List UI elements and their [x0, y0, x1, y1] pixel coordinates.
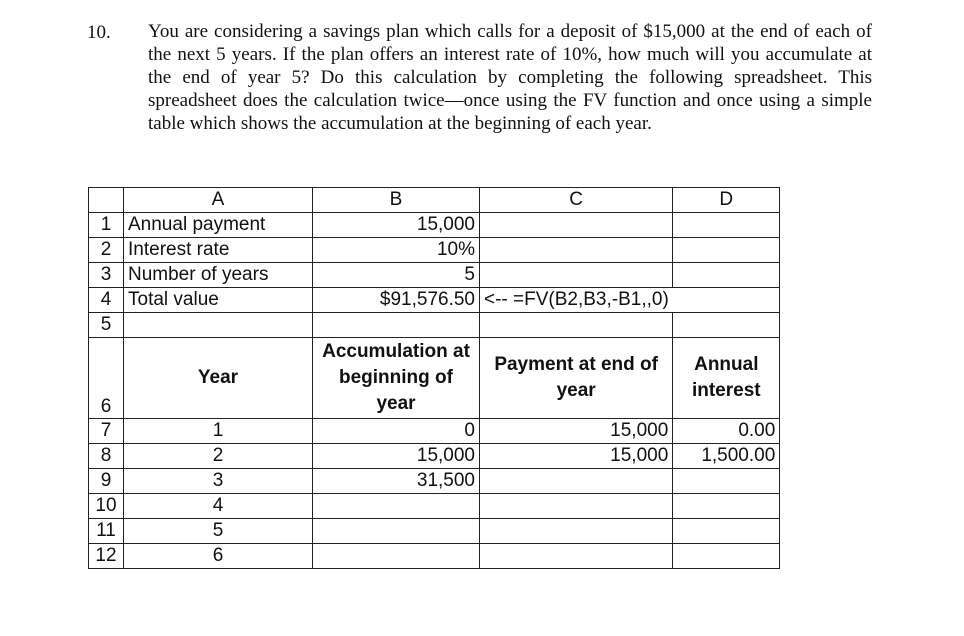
cell-b2: 10% [313, 238, 480, 263]
cell-a11: 5 [124, 519, 313, 544]
cell-c2 [480, 238, 673, 263]
cell-d9 [673, 469, 780, 494]
cell-b8: 15,000 [313, 444, 480, 469]
cell-b12 [313, 544, 480, 569]
row-number: 1 [89, 213, 124, 238]
cell-a12: 6 [124, 544, 313, 569]
cell-b10 [313, 494, 480, 519]
question-paragraph: You are considering a savings plan which calls for a deposit of $15,000 at the end of each of the next 5 years. If the plan offers an interest rate of 10%, how much will you accumulate at the end of year 5? Do this calculation by completing the following spreadsheet. This spreadsheet does the calculation twice—once using the FV function and once using a simple table which shows the accumulation at the beginning of each year. [148, 21, 872, 134]
cell-c5 [480, 313, 673, 338]
table-row [89, 419, 780, 444]
table-row [89, 288, 780, 313]
row-number: 11 [89, 519, 124, 544]
question-text [148, 20, 872, 135]
cell-a2: Interest rate [124, 238, 313, 263]
cell-d3 [673, 263, 780, 288]
row-number: 12 [89, 544, 124, 569]
cell-b9: 31,500 [313, 469, 480, 494]
cell-b1: 15,000 [313, 213, 480, 238]
cell-c4-formula-note: <-- =FV(B2,B3,-B1,,0) [480, 288, 673, 313]
cell-c1 [480, 213, 673, 238]
table-row [89, 519, 780, 544]
row-number: 2 [89, 238, 124, 263]
cell-d5 [673, 313, 780, 338]
column-label-payment: Payment at end of year [480, 338, 673, 419]
cell-b3: 5 [313, 263, 480, 288]
question-number: 10. [87, 22, 111, 43]
table-row [89, 444, 780, 469]
cell-a10: 4 [124, 494, 313, 519]
cell-d11 [673, 519, 780, 544]
cell-c7: 15,000 [480, 419, 673, 444]
column-header-c: C [480, 188, 673, 213]
cell-d4 [673, 288, 780, 313]
cell-c12 [480, 544, 673, 569]
column-header-a: A [124, 188, 313, 213]
table-row [89, 338, 780, 419]
column-header-b: B [313, 188, 480, 213]
cell-d12 [673, 544, 780, 569]
row-number: 6 [89, 338, 124, 419]
spreadsheet [88, 187, 780, 569]
cell-b7: 0 [313, 419, 480, 444]
cell-d2 [673, 238, 780, 263]
column-label-year: Year [124, 338, 313, 419]
corner-cell [89, 188, 124, 213]
cell-d10 [673, 494, 780, 519]
column-header-row [89, 188, 780, 213]
cell-c9 [480, 469, 673, 494]
table-row [89, 238, 780, 263]
row-number: 4 [89, 288, 124, 313]
row-number: 5 [89, 313, 124, 338]
cell-a3: Number of years [124, 263, 313, 288]
table-row [89, 544, 780, 569]
cell-c8: 15,000 [480, 444, 673, 469]
cell-d1 [673, 213, 780, 238]
column-label-interest: Annual interest [673, 338, 780, 419]
row-number: 8 [89, 444, 124, 469]
cell-a4: Total value [124, 288, 313, 313]
table-row [89, 494, 780, 519]
row-number: 10 [89, 494, 124, 519]
cell-c11 [480, 519, 673, 544]
table-row [89, 469, 780, 494]
row-number: 7 [89, 419, 124, 444]
cell-b5 [313, 313, 480, 338]
cell-d7: 0.00 [673, 419, 780, 444]
cell-a8: 2 [124, 444, 313, 469]
cell-a7: 1 [124, 419, 313, 444]
cell-a5 [124, 313, 313, 338]
cell-b4: $91,576.50 [313, 288, 480, 313]
table-row [89, 313, 780, 338]
column-label-accumulation: Accumulation at beginning of year [313, 338, 480, 419]
cell-d8: 1,500.00 [673, 444, 780, 469]
table-row [89, 263, 780, 288]
column-header-d: D [673, 188, 780, 213]
row-number: 9 [89, 469, 124, 494]
row-number: 3 [89, 263, 124, 288]
cell-c3 [480, 263, 673, 288]
cell-b11 [313, 519, 480, 544]
cell-a1: Annual payment [124, 213, 313, 238]
table-row [89, 213, 780, 238]
cell-c10 [480, 494, 673, 519]
cell-a9: 3 [124, 469, 313, 494]
